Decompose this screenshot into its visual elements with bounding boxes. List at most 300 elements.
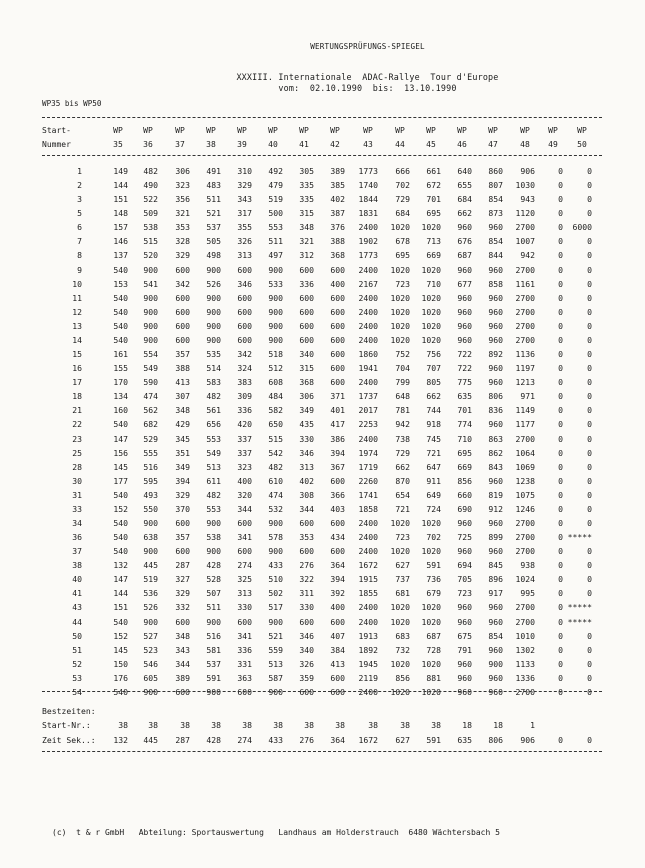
time-cell: 2700 <box>515 433 535 444</box>
time-cell: 0 <box>558 264 563 275</box>
time-cell: 900 <box>268 292 283 303</box>
time-cell: 385 <box>330 180 345 191</box>
time-cell: 694 <box>457 560 472 571</box>
time-cell: 2700 <box>515 602 535 613</box>
time-cell: 721 <box>426 447 441 458</box>
wp-number: 49 <box>548 140 558 149</box>
time-cell: 2400 <box>358 616 378 627</box>
time-cell: 554 <box>143 349 158 360</box>
time-cell: 900 <box>143 306 158 317</box>
time-cell: 900 <box>206 518 221 528</box>
time-cell: 0 <box>558 672 563 683</box>
time-cell: 960 <box>488 602 503 613</box>
time-cell: 0 <box>587 278 592 289</box>
time-cell: 960 <box>457 686 472 697</box>
start-number: 31 <box>72 489 82 500</box>
best-time: 364 <box>330 735 345 745</box>
time-cell: 1737 <box>358 391 378 402</box>
time-cell: 661 <box>426 166 441 176</box>
time-cell: 0 <box>558 475 563 486</box>
time-cell: 497 <box>268 250 283 261</box>
time-cell: 305 <box>299 166 314 176</box>
wp-label: WP <box>113 126 123 135</box>
time-cell: 0 <box>587 250 592 261</box>
time-cell: 0 <box>587 518 592 528</box>
time-cell: 1136 <box>515 349 535 360</box>
time-cell: 687 <box>426 630 441 641</box>
time-cell: 2253 <box>358 419 378 430</box>
time-cell: 313 <box>237 250 252 261</box>
time-cell: 134 <box>113 391 128 402</box>
time-cell: 146 <box>113 236 128 247</box>
time-cell: 359 <box>299 672 314 683</box>
time-cell: 521 <box>268 630 283 641</box>
start-number: 28 <box>72 461 82 472</box>
time-cell: 995 <box>520 588 535 599</box>
time-cell: 346 <box>299 447 314 458</box>
time-cell: 1974 <box>358 447 378 458</box>
time-cell: 873 <box>488 208 503 219</box>
time-cell: 600 <box>237 306 252 317</box>
start-label-2: Nummer <box>42 140 71 149</box>
time-cell: 774 <box>457 419 472 430</box>
time-cell: 325 <box>237 574 252 585</box>
time-cell: 662 <box>395 461 410 472</box>
time-cell: 600 <box>175 616 190 627</box>
time-cell: 600 <box>330 616 345 627</box>
wp-number: 41 <box>299 140 309 149</box>
time-cell: 2400 <box>358 546 378 557</box>
start-number: 18 <box>72 391 82 402</box>
time-cell: 737 <box>395 574 410 585</box>
time-cell: 960 <box>457 672 472 683</box>
wp-label: WP <box>488 126 498 135</box>
time-cell: 960 <box>457 334 472 345</box>
time-cell: 600 <box>330 320 345 331</box>
time-cell: 1941 <box>358 363 378 374</box>
start-number: 40 <box>72 574 82 585</box>
time-cell: 960 <box>457 264 472 275</box>
time-cell: 595 <box>143 475 158 486</box>
time-cell: 600 <box>330 363 345 374</box>
best-start-nr: 18 <box>493 720 503 730</box>
time-cell: 627 <box>395 560 410 571</box>
time-cell: 0 <box>587 194 592 205</box>
time-cell: 744 <box>426 405 441 416</box>
time-cell: 553 <box>206 503 221 514</box>
wp-label: WP <box>363 126 373 135</box>
time-cell: 1120 <box>515 208 535 219</box>
time-cell: 1020 <box>421 518 441 528</box>
time-cell: 0 <box>587 320 592 331</box>
time-cell: 960 <box>457 546 472 557</box>
time-cell: 960 <box>488 672 503 683</box>
time-cell: 856 <box>395 672 410 683</box>
time-cell: ***** <box>567 616 592 627</box>
time-cell: 806 <box>488 391 503 402</box>
time-cell: 960 <box>488 363 503 374</box>
time-cell: 710 <box>457 433 472 444</box>
time-cell: 1020 <box>421 334 441 345</box>
time-cell: 600 <box>175 518 190 528</box>
time-cell: 320 <box>237 489 252 500</box>
time-cell: 2400 <box>358 532 378 543</box>
start-number: 23 <box>72 433 82 444</box>
time-cell: 600 <box>237 292 252 303</box>
time-cell: 484 <box>268 391 283 402</box>
time-cell: 523 <box>143 644 158 655</box>
time-cell: 1197 <box>515 363 535 374</box>
time-cell: 600 <box>175 264 190 275</box>
time-cell: 540 <box>113 306 128 317</box>
time-cell: 413 <box>330 658 345 669</box>
time-cell: 938 <box>520 560 535 571</box>
time-cell: 522 <box>143 194 158 205</box>
time-cell: 900 <box>206 306 221 317</box>
time-cell: 600 <box>237 518 252 528</box>
time-cell: 1020 <box>421 686 441 697</box>
time-cell: 900 <box>143 546 158 557</box>
start-number: 2 <box>77 180 82 191</box>
time-cell: 600 <box>237 616 252 627</box>
wp-label: WP <box>548 126 558 135</box>
time-cell: 0 <box>558 236 563 247</box>
time-cell: 775 <box>457 377 472 388</box>
time-cell: 518 <box>268 349 283 360</box>
time-cell: 600 <box>299 546 314 557</box>
time-cell: 900 <box>268 616 283 627</box>
time-cell: 960 <box>488 518 503 528</box>
time-cell: 0 <box>587 433 592 444</box>
time-cell: 600 <box>175 292 190 303</box>
time-cell: 655 <box>457 180 472 191</box>
time-cell: 591 <box>206 672 221 683</box>
time-cell: 0 <box>558 320 563 331</box>
time-cell: 736 <box>426 574 441 585</box>
time-cell: 590 <box>143 377 158 388</box>
time-cell: 960 <box>488 264 503 275</box>
time-cell: 1020 <box>390 518 410 528</box>
time-cell: 502 <box>268 588 283 599</box>
time-cell: 892 <box>488 349 503 360</box>
time-cell: 738 <box>395 433 410 444</box>
time-cell: 960 <box>457 616 472 627</box>
time-cell: 578 <box>268 532 283 543</box>
time-cell: 2400 <box>358 222 378 233</box>
time-cell: 2700 <box>515 306 535 317</box>
time-cell: 335 <box>299 180 314 191</box>
time-cell: 315 <box>299 363 314 374</box>
time-cell: 1740 <box>358 180 378 191</box>
time-cell: 1020 <box>421 292 441 303</box>
best-time: 132 <box>113 735 128 745</box>
time-cell: 695 <box>395 250 410 261</box>
time-cell: 329 <box>175 250 190 261</box>
time-cell: 0 <box>558 278 563 289</box>
best-start-nr: 38 <box>211 720 221 730</box>
time-cell: 491 <box>206 166 221 176</box>
time-cell: 505 <box>206 236 221 247</box>
start-number: 53 <box>72 672 82 683</box>
time-cell: 546 <box>143 658 158 669</box>
time-cell: 417 <box>330 419 345 430</box>
time-cell: 330 <box>299 602 314 613</box>
time-cell: 2700 <box>515 532 535 543</box>
time-cell: ***** <box>567 532 592 543</box>
time-cell: 152 <box>113 503 128 514</box>
time-cell: 1020 <box>421 264 441 275</box>
time-cell: 388 <box>175 363 190 374</box>
time-cell: 1020 <box>421 306 441 317</box>
time-cell: 335 <box>299 194 314 205</box>
time-cell: 710 <box>426 278 441 289</box>
time-cell: 532 <box>268 503 283 514</box>
best-start-nr: 38 <box>400 720 410 730</box>
time-cell: 0 <box>558 588 563 599</box>
event-dates: vom: 02.10.1990 bis: 13.10.1990 <box>278 83 457 93</box>
start-number: 11 <box>72 292 82 303</box>
time-cell: 1007 <box>515 236 535 247</box>
time-cell: 483 <box>206 180 221 191</box>
time-cell: 2260 <box>358 475 378 486</box>
time-cell: 600 <box>175 334 190 345</box>
rule-top <box>42 117 602 118</box>
time-cell: 681 <box>395 588 410 599</box>
time-cell: 315 <box>299 208 314 219</box>
best-time: 276 <box>299 735 314 745</box>
best-start-nr: 38 <box>180 720 190 730</box>
time-cell: 521 <box>206 208 221 219</box>
time-cell: 1064 <box>515 447 535 458</box>
time-cell: 1902 <box>358 236 378 247</box>
time-cell: 336 <box>299 278 314 289</box>
time-cell: 147 <box>113 433 128 444</box>
time-cell: 561 <box>206 405 221 416</box>
time-cell: 911 <box>426 475 441 486</box>
time-cell: 540 <box>113 264 128 275</box>
start-number: 5 <box>77 208 82 219</box>
time-cell: 0 <box>558 503 563 514</box>
time-cell: 147 <box>113 574 128 585</box>
time-cell: 344 <box>237 503 252 514</box>
time-cell: 482 <box>206 391 221 402</box>
time-cell: 843 <box>488 461 503 472</box>
time-cell: 0 <box>558 166 563 176</box>
time-cell: 329 <box>237 180 252 191</box>
time-cell: 321 <box>175 208 190 219</box>
time-cell: 549 <box>143 363 158 374</box>
time-cell: 695 <box>457 447 472 458</box>
time-cell: 723 <box>457 588 472 599</box>
time-cell: 600 <box>299 518 314 528</box>
time-cell: 363 <box>237 672 252 683</box>
time-cell: 527 <box>143 630 158 641</box>
time-cell: 608 <box>268 377 283 388</box>
time-cell: 2700 <box>515 320 535 331</box>
time-cell: 341 <box>237 630 252 641</box>
time-cell: 600 <box>330 377 345 388</box>
time-cell: 648 <box>395 391 410 402</box>
time-cell: 0 <box>587 489 592 500</box>
best-start-nr: 38 <box>118 720 128 730</box>
time-cell: 684 <box>395 208 410 219</box>
time-cell: 900 <box>143 264 158 275</box>
time-cell: 555 <box>143 447 158 458</box>
time-cell: 0 <box>558 194 563 205</box>
time-cell: 536 <box>143 588 158 599</box>
time-cell: 132 <box>113 560 128 571</box>
time-cell: 6000 <box>572 222 592 233</box>
time-cell: 1010 <box>515 630 535 641</box>
time-cell: 960 <box>457 222 472 233</box>
time-cell: 321 <box>299 236 314 247</box>
time-cell: 153 <box>113 278 128 289</box>
time-cell: 729 <box>395 447 410 458</box>
time-cell: 274 <box>237 560 252 571</box>
start-number: 16 <box>72 363 82 374</box>
time-cell: 587 <box>268 672 283 683</box>
time-cell: 600 <box>299 334 314 345</box>
time-cell: 176 <box>113 672 128 683</box>
time-cell: 900 <box>268 334 283 345</box>
time-cell: 553 <box>206 433 221 444</box>
time-cell: 1892 <box>358 644 378 655</box>
time-cell: 1020 <box>421 222 441 233</box>
time-cell: 0 <box>558 518 563 528</box>
time-cell: 676 <box>457 236 472 247</box>
time-cell: 0 <box>587 546 592 557</box>
time-cell: 344 <box>175 658 190 669</box>
wp-number: 44 <box>395 140 405 149</box>
time-cell: 170 <box>113 377 128 388</box>
time-cell: 526 <box>206 278 221 289</box>
time-cell: 2400 <box>358 320 378 331</box>
time-cell: 376 <box>330 222 345 233</box>
wp-label: WP <box>268 126 278 135</box>
wp-number: 43 <box>363 140 373 149</box>
time-cell: 860 <box>488 166 503 176</box>
time-cell: 2700 <box>515 264 535 275</box>
time-cell: 1860 <box>358 349 378 360</box>
time-cell: 322 <box>299 574 314 585</box>
time-cell: 960 <box>457 292 472 303</box>
time-cell: 490 <box>143 180 158 191</box>
time-cell: 600 <box>330 546 345 557</box>
time-cell: 654 <box>395 489 410 500</box>
time-cell: 328 <box>175 236 190 247</box>
time-cell: 640 <box>457 166 472 176</box>
time-cell: 343 <box>175 644 190 655</box>
time-cell: 498 <box>206 250 221 261</box>
time-cell: 0 <box>587 363 592 374</box>
time-cell: 960 <box>488 546 503 557</box>
time-cell: 389 <box>330 166 345 176</box>
time-cell: 1844 <box>358 194 378 205</box>
start-number: 17 <box>72 377 82 388</box>
time-cell: 1213 <box>515 377 535 388</box>
time-cell: 331 <box>237 658 252 669</box>
wp-number: 45 <box>426 140 436 149</box>
time-cell: 722 <box>457 363 472 374</box>
time-cell: 540 <box>113 489 128 500</box>
time-cell: 515 <box>143 236 158 247</box>
time-cell: 600 <box>330 264 345 275</box>
time-cell: 329 <box>175 588 190 599</box>
time-cell: 400 <box>330 602 345 613</box>
time-cell: 1020 <box>390 292 410 303</box>
time-cell: 330 <box>237 602 252 613</box>
time-cell: 1020 <box>421 658 441 669</box>
time-cell: 0 <box>558 222 563 233</box>
zeit-label: Zeit Sek..: <box>42 735 96 745</box>
time-cell: 0 <box>558 433 563 444</box>
time-cell: 535 <box>206 349 221 360</box>
time-cell: 2017 <box>358 405 378 416</box>
time-cell: 500 <box>268 208 283 219</box>
time-cell: 1773 <box>358 250 378 261</box>
time-cell: 161 <box>113 349 128 360</box>
time-cell: 960 <box>457 306 472 317</box>
wp-number: 38 <box>206 140 216 149</box>
time-cell: 600 <box>237 320 252 331</box>
time-cell: 515 <box>268 433 283 444</box>
wp-number: 42 <box>330 140 340 149</box>
time-cell: 1302 <box>515 644 535 655</box>
time-cell: 0 <box>558 405 563 416</box>
time-cell: 752 <box>395 349 410 360</box>
time-cell: 1719 <box>358 461 378 472</box>
time-cell: 337 <box>237 447 252 458</box>
time-cell: 819 <box>488 489 503 500</box>
time-cell: 1020 <box>390 602 410 613</box>
time-cell: 145 <box>113 461 128 472</box>
time-cell: 611 <box>206 475 221 486</box>
time-cell: 355 <box>237 222 252 233</box>
footer-text: (c) t & r GmbH Abteilung: Sportauswertung Landhaus am Holderstrauch 6480 Wächtersbach 5 <box>52 828 500 837</box>
start-number: 50 <box>72 630 82 641</box>
time-cell: 549 <box>206 447 221 458</box>
time-cell: 0 <box>587 236 592 247</box>
time-cell: 583 <box>206 377 221 388</box>
time-cell: 0 <box>587 264 592 275</box>
time-cell: 386 <box>330 433 345 444</box>
time-cell: 345 <box>175 433 190 444</box>
time-cell: 1020 <box>390 686 410 697</box>
start-label-1: Start- <box>42 126 71 135</box>
time-cell: 537 <box>206 658 221 669</box>
time-cell: 0 <box>587 630 592 641</box>
time-cell: 600 <box>299 292 314 303</box>
time-cell: 394 <box>330 447 345 458</box>
time-cell: 144 <box>113 180 128 191</box>
time-cell: 0 <box>558 363 563 374</box>
time-cell: 600 <box>299 616 314 627</box>
time-cell: 1020 <box>390 658 410 669</box>
best-time: 627 <box>395 735 410 745</box>
time-cell: 157 <box>113 222 128 233</box>
time-cell: 540 <box>113 686 128 697</box>
time-cell: 2700 <box>515 292 535 303</box>
time-cell: 323 <box>175 180 190 191</box>
time-cell: 401 <box>330 405 345 416</box>
time-cell: 600 <box>237 686 252 697</box>
wp-label: WP <box>206 126 216 135</box>
time-cell: 906 <box>520 166 535 176</box>
time-cell: 0 <box>558 489 563 500</box>
time-cell: 492 <box>268 166 283 176</box>
time-cell: 2700 <box>515 222 535 233</box>
time-cell: 493 <box>143 489 158 500</box>
